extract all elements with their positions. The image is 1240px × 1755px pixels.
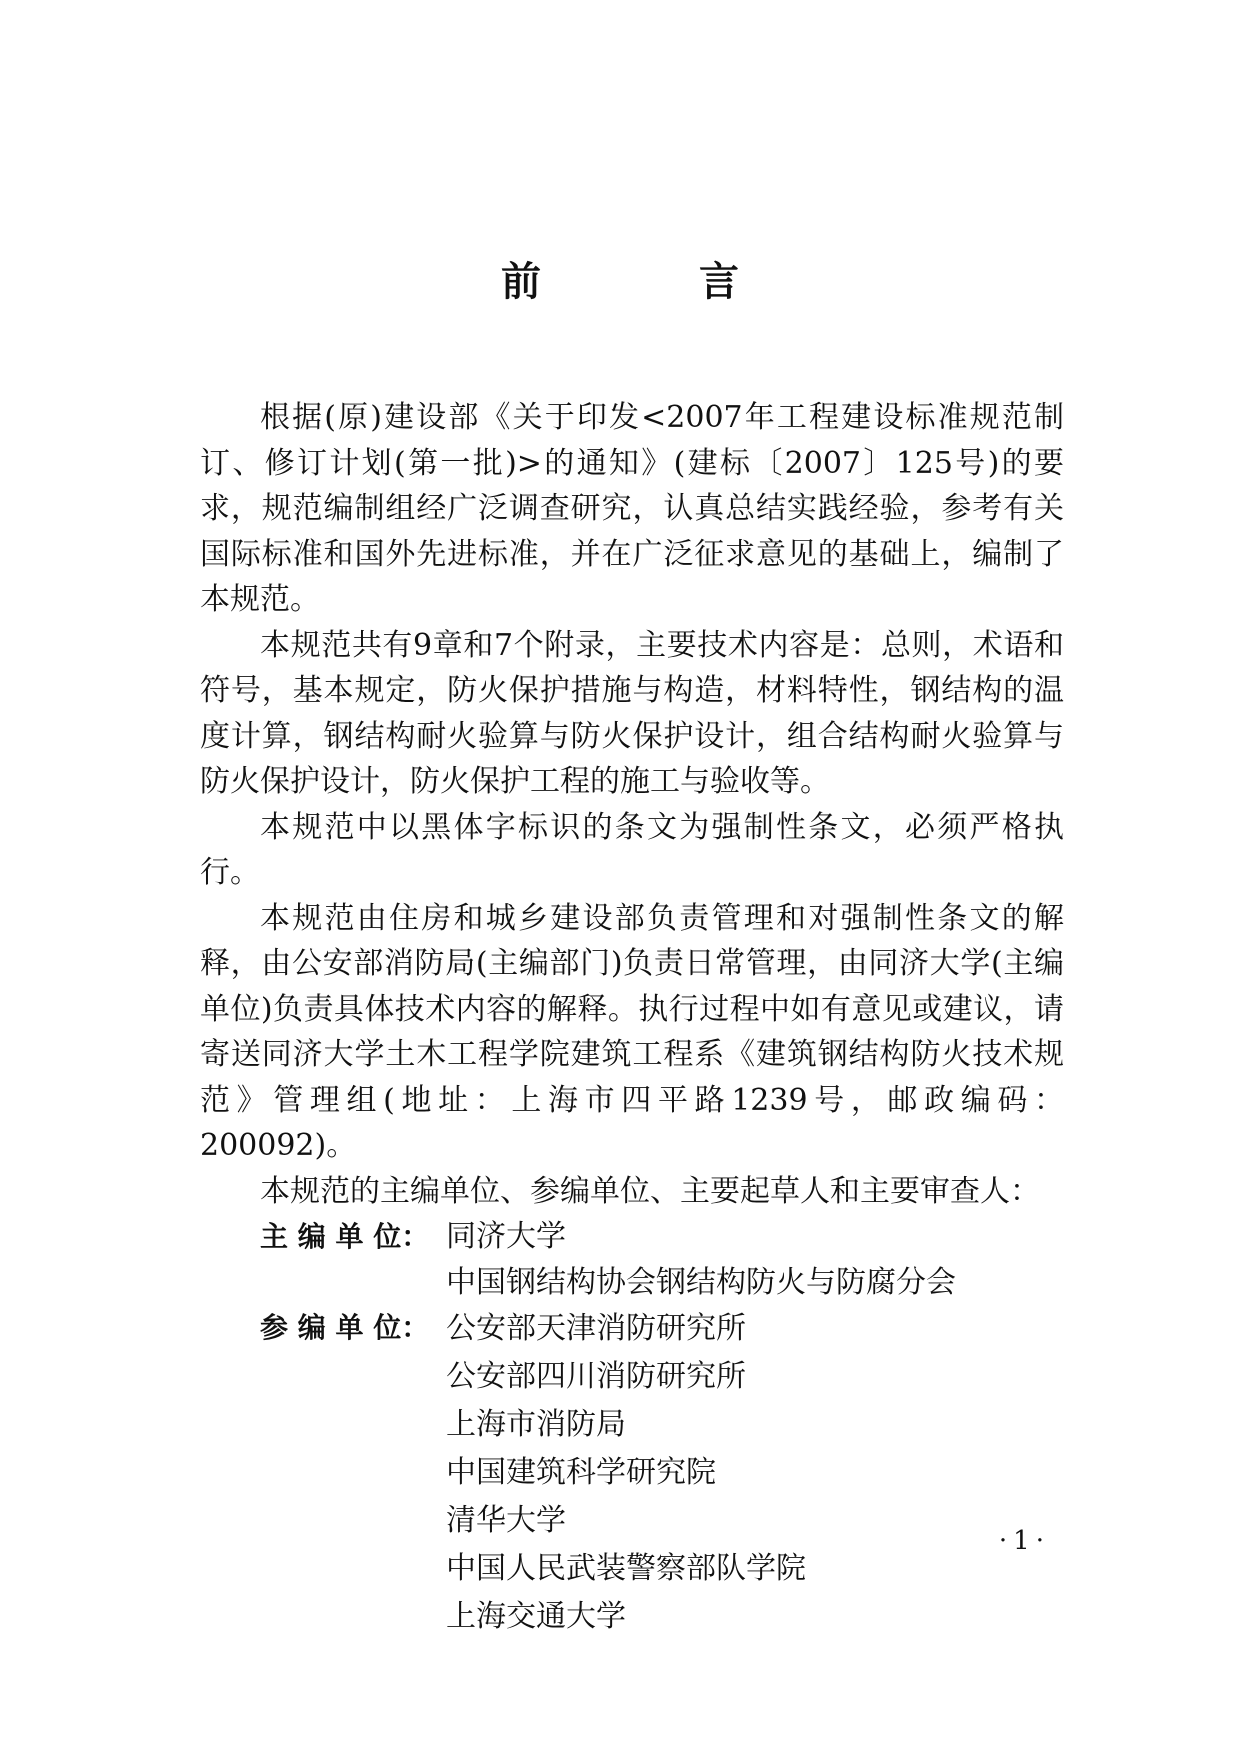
participating-unit: 清华大学 [446,1503,566,1538]
page-number: ·1· [998,1526,1050,1556]
participating-unit: 公安部天津消防研究所 [446,1311,746,1346]
paragraph-3: 本规范中以黑体字标识的条文为强制性条文，必须严格执行。 [200,809,1064,890]
participating-unit: 中国建筑科学研究院 [446,1455,716,1490]
participating-unit: 上海市消防局 [446,1407,626,1442]
chief-editor-unit: 同济大学 [446,1219,566,1254]
chief-editor-list [446,1214,956,1305]
paragraph-5: 本规范的主编单位、参编单位、主要起草人和主要审查人： [260,1173,1040,1209]
participating-unit: 上海交通大学 [446,1599,626,1634]
units-section [200,1214,1064,1641]
participating-group [200,1305,1064,1641]
document-body [200,395,1064,1641]
page-title: 前 言 [501,259,811,305]
paragraph-4: 本规范由住房和城乡建设部负责管理和对强制性条文的解释，由公安部消防局(主编部门)负责日常管理，由同济大学(主编单位)负责具体技术内容的解释。执行过程中如有意见或建议，请寄送同济大学土木工程学院建筑工程系《建筑钢结构防火技术规范》管理组(地址：上海市四平路1239号，邮政编码：200092)。 [200,900,1064,1163]
chief-editor-label: 主 编 单 位： [260,1220,430,1253]
participating-list [446,1305,806,1641]
participating-label: 参 编 单 位： [260,1311,430,1344]
participating-unit: 中国人民武装警察部队学院 [446,1551,806,1586]
chief-editor-group [200,1214,1064,1305]
paragraph-2: 本规范共有9章和7个附录，主要技术内容是：总则，术语和符号，基本规定，防火保护措施与构造，材料特性，钢结构的温度计算，钢结构耐火验算与防火保护设计，组合结构耐火验算与防火保护设计，防火保护工程的施工与验收等。 [200,627,1064,799]
participating-unit: 公安部四川消防研究所 [446,1359,746,1394]
chief-editor-unit: 中国钢结构协会钢结构防火与防腐分会 [446,1264,956,1300]
paragraph-1: 根据(原)建设部《关于印发<2007年工程建设标准规范制订、修订计划(第一批)>的通知》(建标〔2007〕125号)的要求，规范编制组经广泛调查研究，认真总结实践经验，参考有关国际标准和国外先进标准，并在广泛征求意见的基础上，编制了本规范。 [200,400,1064,617]
